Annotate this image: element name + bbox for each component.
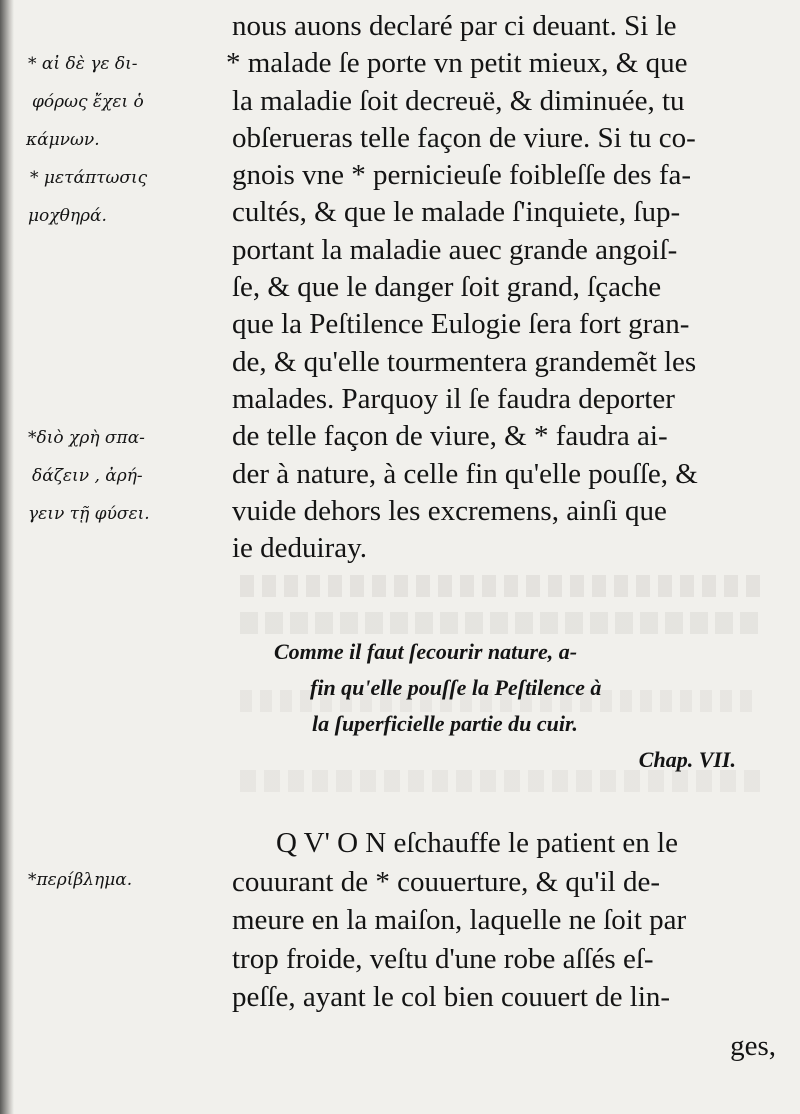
margin-note: * αἰ δὲ γε δι- [28,54,138,74]
text-line: de, & qu'elle tourmentera grandemẽt les [232,345,697,378]
margin-note: μοχθηρά. [28,206,107,226]
main-text-paragraph [226,8,772,567]
text-line: que la Peſtilence Eulogie ſera fort gran- [232,308,690,341]
text-line: ie deduiray. [232,532,368,565]
text-line: malades. Parquoy il ſe faudra deporter [232,382,675,415]
chapter-paragraph [232,824,772,1017]
catchword: ges, [730,1030,776,1062]
text-line: trop froide, veſtu d'une robe aſſés eſ- [232,942,654,975]
text-line: * malade ſe porte vn petit mieux, & que [226,47,688,80]
text-line: vuide dehors les excremens, ainſi que [232,494,667,527]
text-line: gnois vne * pernicieuſe foibleſſe des fa- [232,159,692,192]
text-line: couurant de * couuerture, & qu'il de- [232,865,660,898]
text-line: peſſe, ayant le col bien couuert de lin- [232,981,671,1013]
text-line: meure en la maiſon, laquelle ne ſoit par [232,904,687,936]
text-line: der à nature, à celle fin qu'elle pouſſe, & [232,457,698,490]
text-line: la maladie ſoit decreuë, & diminuée, tu [232,84,685,117]
margin-note: φόρως ἔχει ὁ [32,92,144,112]
page-gutter-shadow [0,0,14,1114]
margin-note: *περίβλημα. [28,870,133,890]
margin-note: κάμνων. [26,130,100,150]
heading-line: la ſuperficielle partie du cuir. [312,711,578,736]
margin-note: δάζειν , ἀρή- [32,466,143,486]
chapter-number: Chap. VII. [638,747,736,772]
text-line: Q V' O N eſchauffe le patient en le [276,827,678,859]
margin-note: γειν τῇ φύσει. [28,504,150,524]
text-line: obſerueras telle façon de viure. Si tu co- [232,121,696,154]
heading-line: Comme il faut ſecourir nature, a- [274,639,578,664]
margin-note: * μετάπτωσις [30,168,148,188]
text-line: ſe, & que le danger ſoit grand, ſçache [232,271,662,304]
text-line: nous auons declaré par ci deuant. Si le [232,10,677,42]
text-line: portant la maladie auec grande angoiſ- [232,233,678,266]
heading-line: fin qu'elle pouſſe la Peſtilence à [310,675,602,700]
chapter-heading [232,634,772,778]
text-line: de telle façon de viure, & * faudra ai- [232,420,668,453]
text-line: cultés, & que le malade ſ'inquiete, ſup- [232,196,681,229]
margin-note: *διὸ χρὴ σπα- [28,428,145,448]
